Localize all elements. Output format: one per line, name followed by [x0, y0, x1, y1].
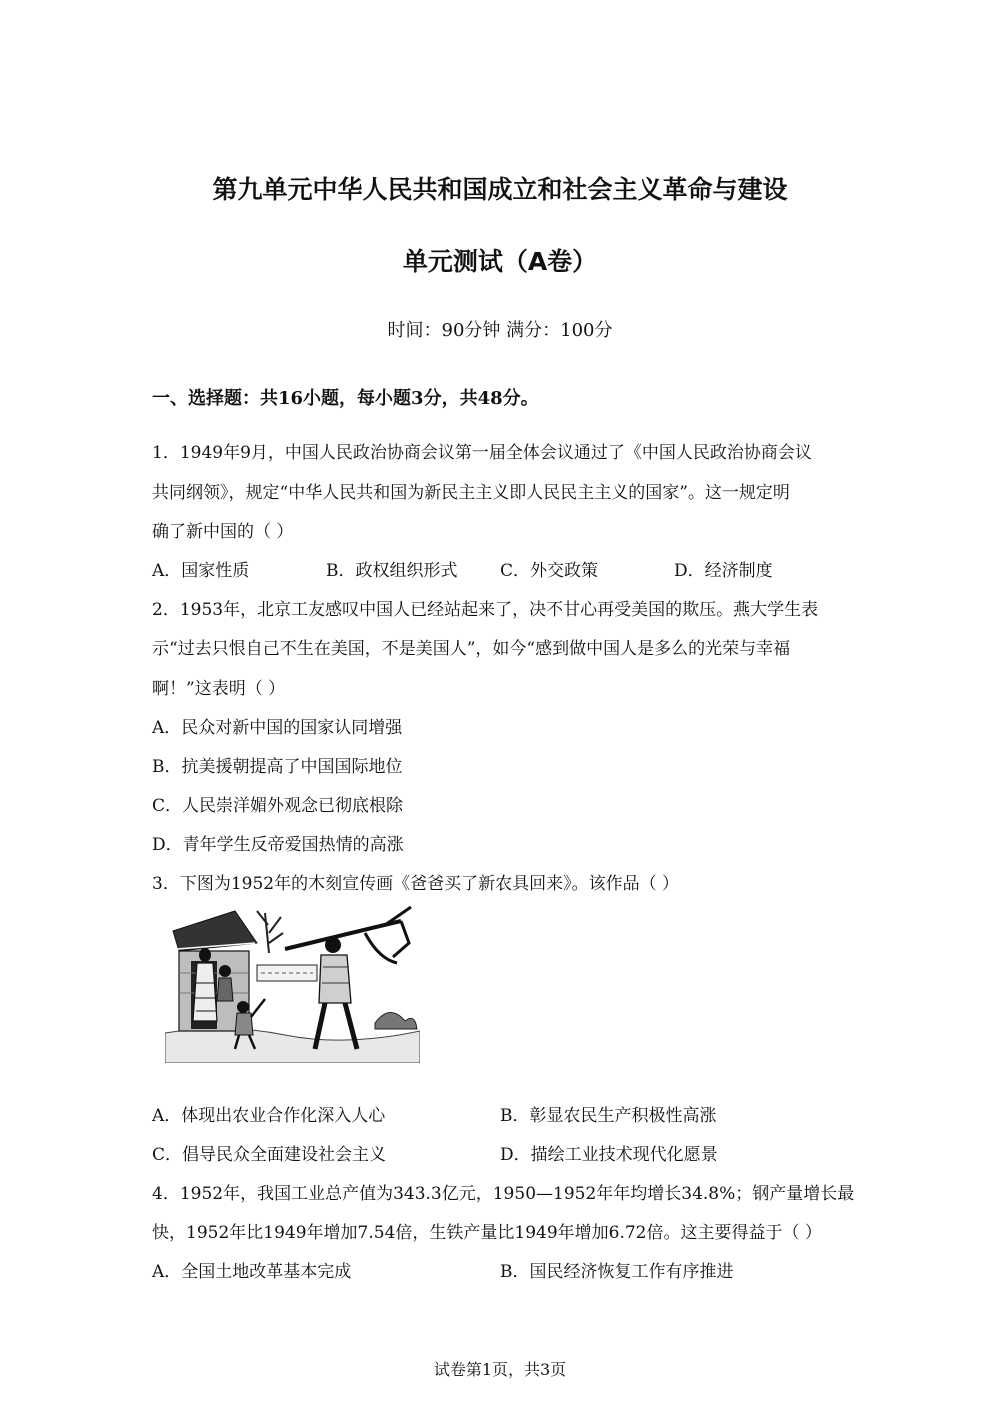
question-text: 共同纲领》，规定“中华人民共和国为新民主主义即人民民主主义的国家”。这一规定明 [152, 483, 790, 503]
exam-info: 时间：90分钟 满分：100分 [387, 320, 613, 341]
question-text: 3．下图为1952年的木刻宣传画《爸爸买了新农具回来》。该作品（ ） [152, 874, 679, 894]
page-subtitle: 单元测试（A卷） [402, 247, 598, 276]
option-a: A．民众对新中国的国家认同增强 [152, 718, 403, 738]
option-a: A．国家性质 [152, 561, 250, 581]
option-c: C．人民崇洋媚外观念已彻底根除 [152, 796, 404, 816]
option-b: B．抗美援朝提高了中国国际地位 [152, 757, 403, 777]
option-d: D．青年学生反帝爱国热情的高涨 [152, 835, 404, 855]
option-c: C．外交政策 [500, 561, 599, 581]
option-b: B．国民经济恢复工作有序推进 [500, 1262, 734, 1282]
page-footer: 试卷第1页，共3页 [433, 1360, 567, 1379]
question-text: 2．1953年，北京工友感叹中国人已经站起来了，决不甘心再受美国的欺压。燕大学生表 [152, 600, 819, 620]
woodcut-illustration [165, 903, 420, 1063]
section-heading: 一、选择题：共16小题，每小题3分，共48分。 [152, 388, 539, 409]
option-d: D．描绘工业技术现代化愿景 [500, 1145, 718, 1165]
option-d: D．经济制度 [674, 561, 773, 581]
question-text: 啊！”这表明（ ） [152, 679, 286, 699]
question-text: 1．1949年9月，中国人民政治协商会议第一届全体会议通过了《中国人民政治协商会议 [152, 443, 812, 463]
option-a: A．全国土地改革基本完成 [152, 1262, 352, 1282]
option-a: A．体现出农业合作化深入人心 [152, 1106, 386, 1126]
option-b: B．彰显农民生产积极性高涨 [500, 1106, 717, 1126]
option-b: B．政权组织形式 [326, 561, 458, 581]
page-title: 第九单元中华人民共和国成立和社会主义革命与建设 [212, 175, 788, 204]
question-text: 确了新中国的（ ） [152, 522, 294, 542]
question-text: 示“过去只恨自己不生在美国，不是美国人”，如今“感到做中国人是多么的光荣与幸福 [152, 639, 791, 659]
question-text: 快，1952年比1949年增加7.54倍，生铁产量比1949年增加6.72倍。这主要得益于（ ） [152, 1223, 822, 1243]
option-c: C．倡导民众全面建设社会主义 [152, 1145, 387, 1165]
question-text: 4．1952年，我国工业总产值为343.3亿元，1950—1952年年均增长34.8%；钢产量增长最 [152, 1184, 855, 1204]
